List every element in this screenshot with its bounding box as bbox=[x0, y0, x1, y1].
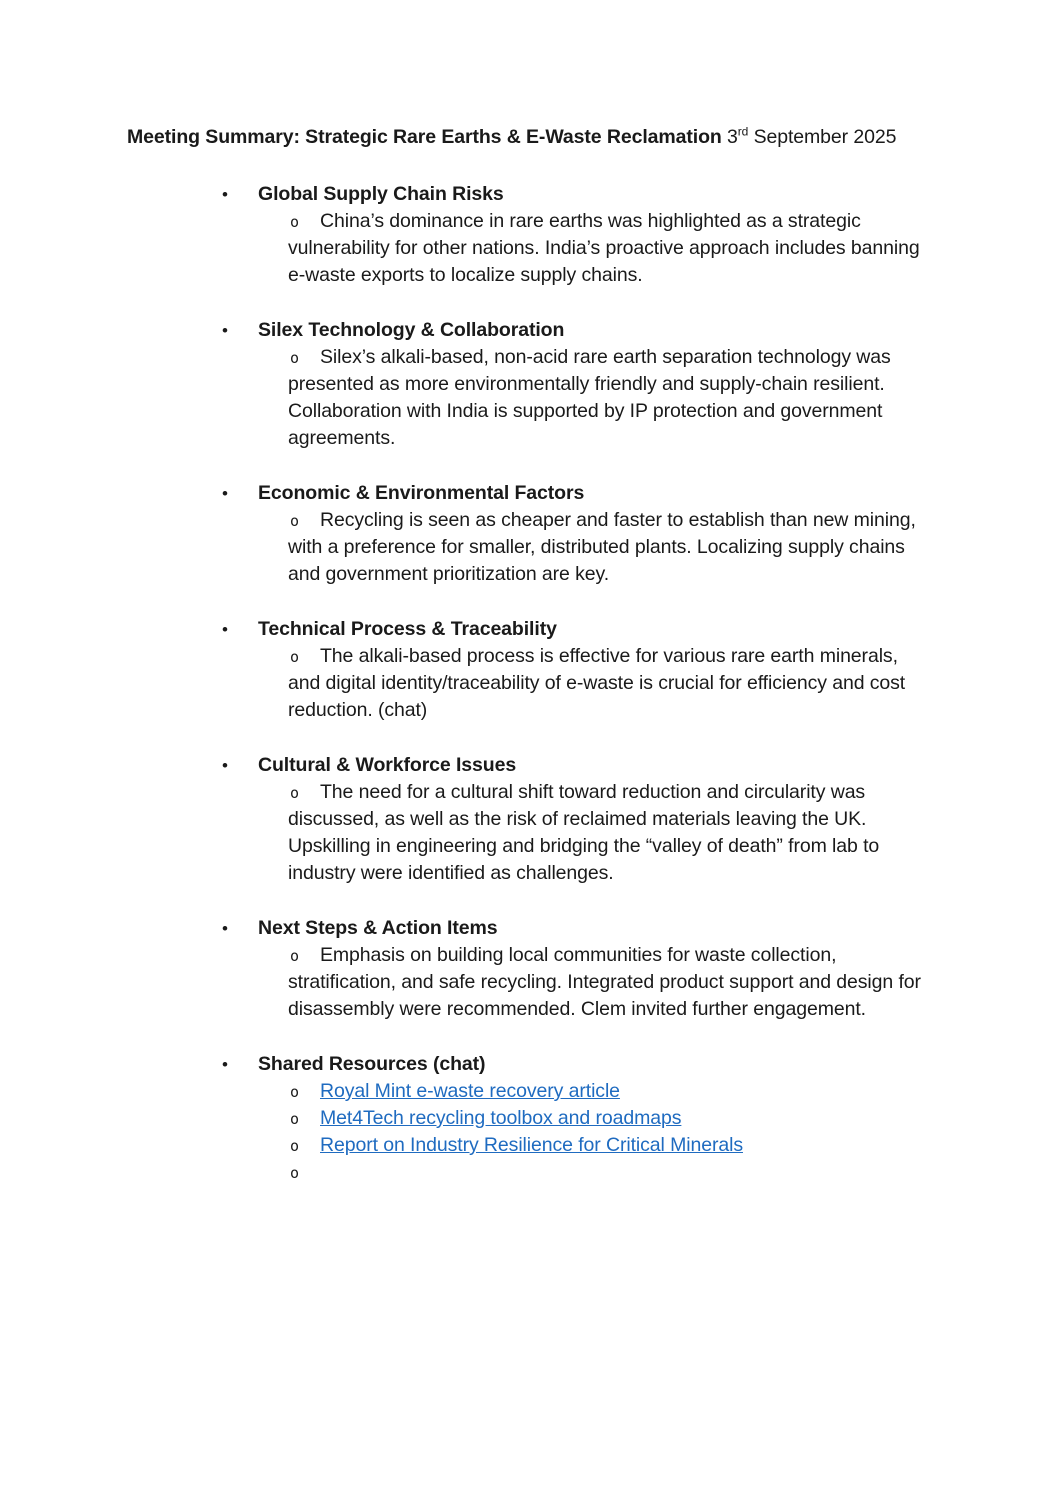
section-heading-text: Silex Technology & Collaboration bbox=[258, 319, 565, 341]
circle-bullet-icon: o bbox=[290, 1164, 299, 1182]
section-body bbox=[288, 779, 933, 887]
section-heading bbox=[127, 616, 931, 643]
section-body bbox=[288, 643, 933, 724]
section-heading-text: Global Supply Chain Risks bbox=[258, 183, 504, 205]
bullet-icon: • bbox=[222, 919, 228, 938]
circle-bullet-icon: o bbox=[290, 947, 299, 965]
circle-bullet-icon: o bbox=[290, 349, 299, 367]
section-heading-text: Technical Process & Traceability bbox=[258, 618, 557, 640]
bullet-icon: • bbox=[222, 1055, 228, 1074]
section-heading-text: Cultural & Workforce Issues bbox=[258, 754, 517, 776]
section-body-text: China’s dominance in rare earths was highlighted as a strategic vulnerability for other nations. India’s proactive approach includes banning e-waste exports to localize supply chains. bbox=[288, 210, 920, 286]
section-cultural-workforce-issues bbox=[127, 752, 931, 887]
document-date-ordinal: rd bbox=[737, 124, 749, 139]
section-heading-text: Next Steps & Action Items bbox=[258, 917, 498, 939]
circle-bullet-icon: o bbox=[290, 1110, 299, 1128]
document-title bbox=[127, 121, 931, 153]
circle-bullet-icon: o bbox=[290, 1137, 299, 1155]
section-body bbox=[288, 344, 933, 452]
list-item bbox=[288, 1132, 933, 1159]
list-item bbox=[288, 1078, 933, 1105]
section-heading bbox=[127, 915, 931, 942]
section-body-text: Silex’s alkali-based, non-acid rare earth separation technology was presented as more environmentally friendly and supply-chain resilient. Collaboration with India is supported by IP protection and government agreements. bbox=[288, 346, 891, 449]
section-heading bbox=[127, 1051, 931, 1078]
bullet-icon: • bbox=[222, 185, 228, 204]
document-date-rest: September 2025 bbox=[748, 126, 897, 148]
section-body bbox=[288, 507, 933, 588]
royal-mint-article-link[interactable]: Royal Mint e-waste recovery article bbox=[320, 1080, 620, 1102]
section-body-text: The alkali-based process is effective for various rare earth minerals, and digital identity/traceability of e-waste is crucial for efficiency and cost reduction. (chat) bbox=[288, 645, 906, 721]
circle-bullet-icon: o bbox=[290, 512, 299, 530]
bullet-icon: • bbox=[222, 756, 228, 775]
section-heading bbox=[127, 752, 931, 779]
section-body-text: The need for a cultural shift toward reduction and circularity was discussed, as well as the risk of reclaimed materials leaving the UK. Upskilling in engineering and bridging the “valley of death” from lab to industry were identified as challenges. bbox=[288, 781, 880, 884]
bullet-icon: • bbox=[222, 484, 228, 503]
section-body bbox=[288, 942, 933, 1023]
section-heading bbox=[127, 317, 931, 344]
circle-bullet-icon: o bbox=[290, 1083, 299, 1101]
document-title-text: Meeting Summary: Strategic Rare Earths & E-Waste Reclamation bbox=[127, 126, 722, 148]
section-heading bbox=[127, 181, 931, 208]
section-economic-environmental-factors bbox=[127, 480, 931, 588]
met4tech-toolbox-link[interactable]: Met4Tech recycling toolbox and roadmaps bbox=[320, 1107, 682, 1129]
section-silex-technology-collaboration bbox=[127, 317, 931, 452]
section-body bbox=[288, 208, 933, 289]
list-item bbox=[288, 1105, 933, 1132]
circle-bullet-icon: o bbox=[290, 784, 299, 802]
document-date-day: 3 bbox=[721, 126, 738, 148]
section-body-text: Emphasis on building local communities for waste collection, stratification, and safe recycling. Integrated product support and design for disassembly were recommended. Clem invited further engagement. bbox=[288, 944, 921, 1020]
bullet-icon: • bbox=[222, 620, 228, 639]
section-shared-resources bbox=[127, 1051, 931, 1182]
circle-bullet-icon: o bbox=[290, 648, 299, 666]
section-global-supply-chain-risks bbox=[127, 181, 931, 289]
bullet-icon: • bbox=[222, 321, 228, 340]
industry-resilience-report-link[interactable]: Report on Industry Resilience for Critical Minerals bbox=[320, 1134, 743, 1156]
section-technical-process-traceability bbox=[127, 616, 931, 724]
section-next-steps-action-items bbox=[127, 915, 931, 1023]
section-heading-text: Economic & Environmental Factors bbox=[258, 482, 585, 504]
circle-bullet-icon: o bbox=[290, 213, 299, 231]
section-heading-text: Shared Resources (chat) bbox=[258, 1053, 486, 1075]
section-heading bbox=[127, 480, 931, 507]
section-body-text: Recycling is seen as cheaper and faster to establish than new mining, with a preference for smaller, distributed plants. Localizing supply chains and government prioritization are key. bbox=[288, 509, 916, 585]
